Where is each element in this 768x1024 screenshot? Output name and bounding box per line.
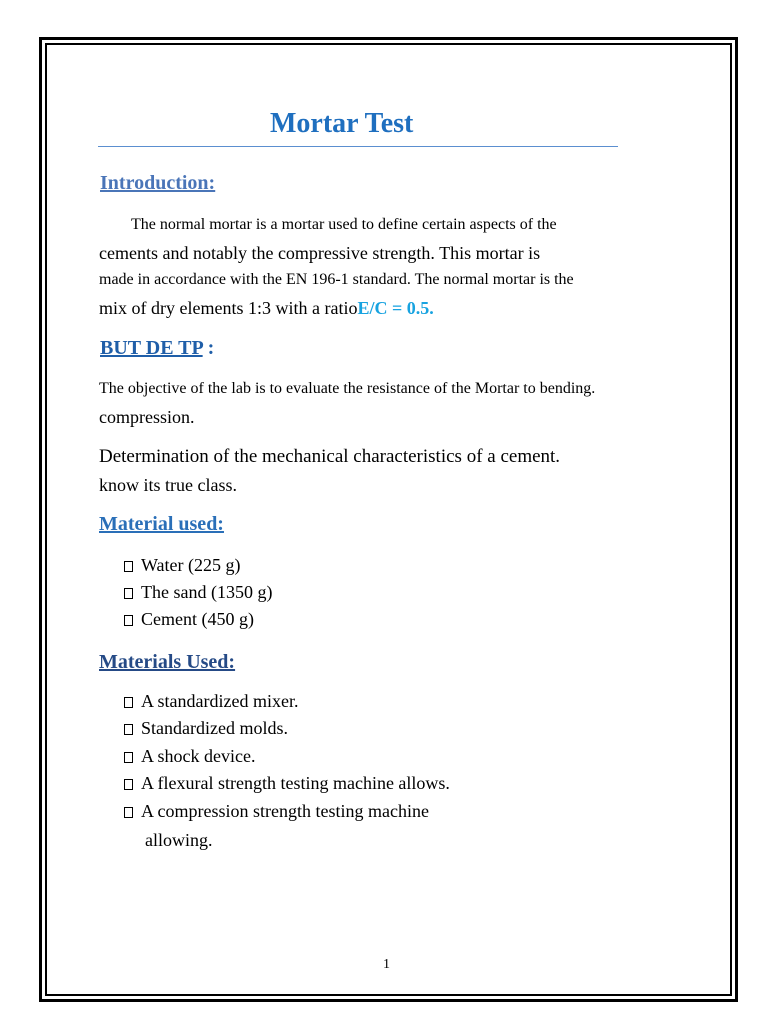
checkbox-icon xyxy=(124,561,133,572)
introduction-heading: Introduction: xyxy=(100,172,216,194)
page-title: Mortar Test xyxy=(270,108,414,139)
list-item-label: Standardized molds. xyxy=(141,718,288,738)
list-item xyxy=(124,609,254,630)
list-item xyxy=(124,801,429,822)
list-item-label: A compression strength testing machine xyxy=(141,801,429,821)
material-used-heading: Material used: xyxy=(99,513,224,535)
list-item-label: A shock device. xyxy=(141,746,256,766)
objective-heading xyxy=(100,337,214,360)
objective-line-4: know its true class. xyxy=(99,475,237,495)
checkbox-icon xyxy=(124,752,133,763)
page-number: 1 xyxy=(383,957,390,972)
list-item xyxy=(124,582,272,603)
intro-line-3: made in accordance with the EN 196-1 standard. The normal mortar is the xyxy=(99,271,574,288)
ec-ratio-highlight: E/C = 0.5. xyxy=(357,298,434,318)
objective-heading-colon: : xyxy=(202,337,215,359)
list-item-label: A flexural strength testing machine allows. xyxy=(141,773,450,793)
list-item-label: Cement (450 g) xyxy=(141,609,254,629)
title-underline xyxy=(98,146,618,147)
objective-line-1: The objective of the lab is to evaluate the resistance of the Mortar to bending. xyxy=(99,380,596,397)
list-item xyxy=(124,555,241,576)
intro-line-4-text: mix of dry elements 1:3 with a ratio xyxy=(99,298,358,318)
checkbox-icon xyxy=(124,779,133,790)
list-item xyxy=(124,718,288,739)
objective-line-2: compression. xyxy=(99,407,195,427)
checkbox-icon xyxy=(124,697,133,708)
list-item xyxy=(124,773,450,794)
intro-line-2: cements and notably the compressive strength. This mortar is xyxy=(99,243,541,263)
materials-used-heading: Materials Used: xyxy=(99,651,236,673)
list-item xyxy=(124,746,255,767)
list-item-label: Water (225 g) xyxy=(141,555,241,575)
list-item-continuation: allowing. xyxy=(145,830,213,850)
list-item-label: The sand (1350 g) xyxy=(141,582,273,602)
checkbox-icon xyxy=(124,724,133,735)
list-item-label: A standardized mixer. xyxy=(141,691,299,711)
checkbox-icon xyxy=(124,588,133,599)
checkbox-icon xyxy=(124,615,133,626)
intro-line-4 xyxy=(99,298,434,319)
checkbox-icon xyxy=(124,807,133,818)
intro-line-1: The normal mortar is a mortar used to define certain aspects of the xyxy=(131,216,557,233)
objective-line-3: Determination of the mechanical characteristics of a cement. xyxy=(99,446,561,467)
objective-heading-text: BUT DE TP xyxy=(100,337,203,359)
list-item xyxy=(124,691,298,712)
